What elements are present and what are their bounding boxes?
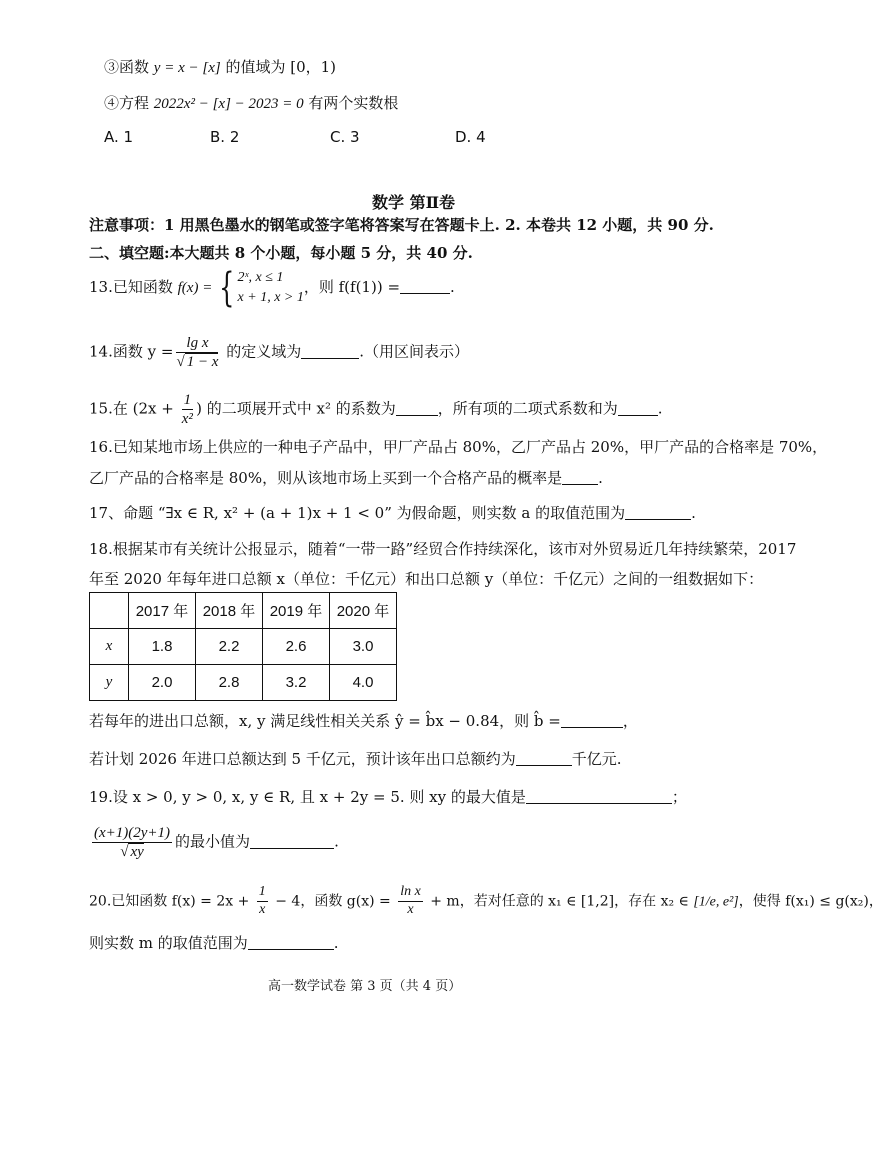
- question-16-line-1: 16.已知某地市场上供应的一种电子产品中，甲厂产品占 80%，乙厂产品占 20%，甲厂产品的合格率是 70%，: [89, 438, 828, 456]
- answer-blank: [526, 789, 672, 804]
- table-cell: 1.8: [129, 629, 196, 665]
- question-number: 13.: [89, 278, 113, 296]
- answer-blank: [562, 470, 598, 485]
- question-number: 14.: [89, 342, 113, 361]
- left-brace: {: [219, 265, 235, 311]
- table-cell: [90, 593, 129, 629]
- table-cell: 3.2: [263, 665, 330, 701]
- choice-c: C. 3: [330, 128, 360, 146]
- choice-b: B. 2: [210, 128, 240, 146]
- piecewise-cases: 2ˣ, x ≤ 1 x + 1, x > 1: [237, 270, 304, 305]
- table-cell: 2.0: [129, 665, 196, 701]
- table-row: [90, 629, 397, 665]
- answer-blank: [396, 401, 438, 416]
- answer-blank: [618, 401, 658, 416]
- answer-blank: [561, 713, 623, 728]
- section-title: 数学 第Ⅱ卷: [372, 193, 456, 212]
- answer-blank: [301, 344, 359, 359]
- answer-blank: [625, 505, 691, 520]
- math-expression: y = x − [x]: [153, 60, 221, 76]
- table-cell: 2017 年: [129, 593, 196, 629]
- table-cell: 4.0: [330, 665, 397, 701]
- choice-d: D. 4: [455, 128, 486, 146]
- question-13: 13.已知函数 f(x) = { 2ˣ, x ≤ 1 x + 1, x > 1 ，则 f(f(1)) = .: [89, 265, 455, 311]
- notice-text: 注意事项：1 用黑色墨水的钢笔或签字笔将答案写在答题卡上. 2. 本卷共 12 小题，共 90 分.: [89, 216, 714, 234]
- item-marker: ④: [104, 94, 120, 112]
- item-marker: ③: [104, 58, 120, 76]
- answer-blank: [400, 279, 450, 294]
- table-cell: 2020 年: [330, 593, 397, 629]
- question-18-after-2: 若计划 2026 年进口总额达到 5 千亿元，预计该年出口总额约为 千亿元.: [89, 750, 622, 768]
- question-16-line-2: 乙厂产品的合格率是 80%，则从该地市场上买到一个合格产品的概率是 .: [89, 469, 603, 487]
- question-17: 17、命题 “∃x ∈ R, x² + (a + 1)x + 1 < 0” 为假命题，则实数 a 的取值范围为 .: [89, 504, 696, 522]
- table-cell: y: [90, 665, 129, 701]
- question-18-line-2: 年至 2020 年每年进口总额 x（单位：千亿元）和出口总额 y（单位：千亿元）之间的一组数据如下：: [89, 570, 764, 588]
- table-row: [90, 665, 397, 701]
- table-cell: 3.0: [330, 629, 397, 665]
- fraction: $\frac{\text{lg x}}{√ 1 - x}$: [176, 335, 219, 370]
- table-cell: x: [90, 629, 129, 665]
- choice-a: A. 1: [104, 128, 134, 146]
- option-item-4: ④方程 2022x² − [x] − 2023 = 0 有两个实数根: [104, 94, 399, 112]
- question-19-line-1: 19.设 x > 0, y > 0, x, y ∈ R, 且 x + 2y = 5. 则 xy 的最大值是 ；: [89, 788, 687, 806]
- question-18-line-1: 18.根据某市有关统计公报显示，随着“一带一路”经贸合作持续深化，该市对外贸易近几年持续繁荣，2017: [89, 540, 797, 558]
- question-number: 15.: [89, 399, 113, 418]
- data-table: [89, 592, 397, 701]
- question-18-after-1: 若每年的进出口总额，x, y 满足线性相关关系 ŷ = b̂x − 0.84，则 b̂ = ，: [89, 712, 638, 730]
- answer-blank: [250, 834, 334, 849]
- answer-blank: [516, 751, 572, 766]
- table-cell: 2019 年: [263, 593, 330, 629]
- table-cell: 2.2: [196, 629, 263, 665]
- question-20-line-2: 则实数 m 的取值范围为 .: [89, 934, 339, 952]
- question-20-line-1: 20.已知函数 f(x) = 2x + $\frac{1}{x}$ − 4，函数 g(x) = $\frac{\text{ln x}}{x}$ + m，若对任意的 x₁ ∈ [1,2]，存在 x₂ ∈ [1/e, e²]，使得 f(x₁) ≤ g(x₂)，: [89, 884, 883, 917]
- question-19-line-2: $\frac{(x+1)(2y+1)}{√ xy}$ 的最小值为 .: [94, 825, 339, 860]
- option-item-3: ③函数 y = x − [x] 的值域为 [0，1): [104, 58, 337, 76]
- math-expression: 2022x² − [x] − 2023 = 0: [153, 96, 304, 112]
- question-14: 14.函数 y = $\frac{\text{lg x}}{√ 1 - x}$ 的定义域为 .（用区间表示）: [89, 335, 470, 370]
- table-cell: 2018 年: [196, 593, 263, 629]
- table-header-row: [90, 593, 397, 629]
- page-footer: 高一数学试卷 第 3 页（共 4 页）: [268, 979, 462, 994]
- fraction: $\frac{(x+1)(2y+1)}{√ xy}$: [94, 825, 171, 860]
- table-cell: 2.6: [263, 629, 330, 665]
- interval: [1/e, e²]: [693, 894, 739, 910]
- fraction: $\frac{\text{ln x}}{x}$: [400, 884, 421, 917]
- fill-section-header: 二、填空题:本大题共 8 个小题，每小题 5 分，共 40 分.: [89, 244, 473, 262]
- question-15: 15.在 (2x + $\frac{1}{\text{x²}}$ ) 的二项展开式中 x² 的系数为 ，所有项的二项式系数和为 .: [89, 392, 663, 427]
- table-cell: 2.8: [196, 665, 263, 701]
- fraction: $\frac{1}{x}$: [258, 884, 266, 917]
- answer-blank: [248, 935, 334, 950]
- fraction: $\frac{1}{\text{x²}}$: [181, 392, 193, 427]
